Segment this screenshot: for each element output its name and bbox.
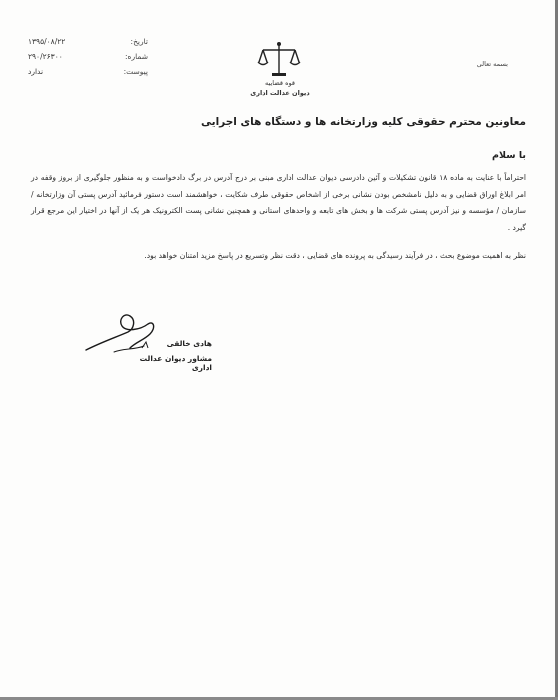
attachment-label: پیوست: bbox=[123, 67, 148, 76]
date-row bbox=[28, 34, 148, 49]
handwritten-signature bbox=[84, 308, 164, 358]
signer-name: هادی خالقی bbox=[166, 339, 212, 348]
number-row bbox=[28, 49, 148, 64]
number-label: شماره: bbox=[125, 52, 148, 61]
letter-body bbox=[31, 170, 526, 236]
scales-of-justice-icon bbox=[257, 40, 301, 80]
org-line-1: قوه قضاییه bbox=[265, 79, 295, 87]
greeting: با سلام bbox=[492, 150, 526, 161]
attachment-row bbox=[28, 64, 148, 79]
organization-name bbox=[230, 78, 330, 98]
date-value: ۱۳۹۵/۰۸/۲۲ bbox=[28, 37, 66, 46]
recipient-line: معاونین محترم حقوقی کلیه وزارتخانه ها و دستگاه های اجرایی bbox=[201, 116, 526, 128]
letter-metadata bbox=[28, 34, 148, 79]
body-paragraph: احتراماً با عنایت به ماده ۱۸ قانون تشکیلات و آئین دادرسی دیوان عدالت اداری مبنی بر درج آدرس در برگ دادخواست و به منظور جلوگیری از بروز وقفه در امر ابلاغ اوراق قضایی و به دلیل نامشخص بودن نشانی برخی از اشخاص حقوقی طرف شکایت ، خواهشمند است دستور فرمائید آدرس پستی آن وزارتخانه / سازمان / مؤسسه و نیز آدرس پستی شرکت ها و بخش های تابعه و واحدهای استانی و همچنین نشانی پست الکترونیک هر یک از آنها در اختیار این مرجع قرار گیرد . bbox=[31, 173, 527, 232]
closing-paragraph: نظر به اهمیت موضوع بحث ، در فرآیند رسیدگی به پرونده های قضایی ، دقت نظر وتسریع در پاسخ مزید امتنان خواهد بود. bbox=[144, 251, 526, 260]
org-line-2: دیوان عدالت اداری bbox=[250, 89, 310, 97]
basmala: بسمه تعالی bbox=[476, 60, 508, 68]
signer-title: مشاور دیوان عدالت اداری bbox=[139, 354, 212, 372]
date-label: تاریخ: bbox=[130, 37, 148, 46]
number-value: ۲۹۰/۲۶۳۰۰ bbox=[28, 52, 63, 61]
attachment-value: ندارد bbox=[28, 67, 44, 76]
